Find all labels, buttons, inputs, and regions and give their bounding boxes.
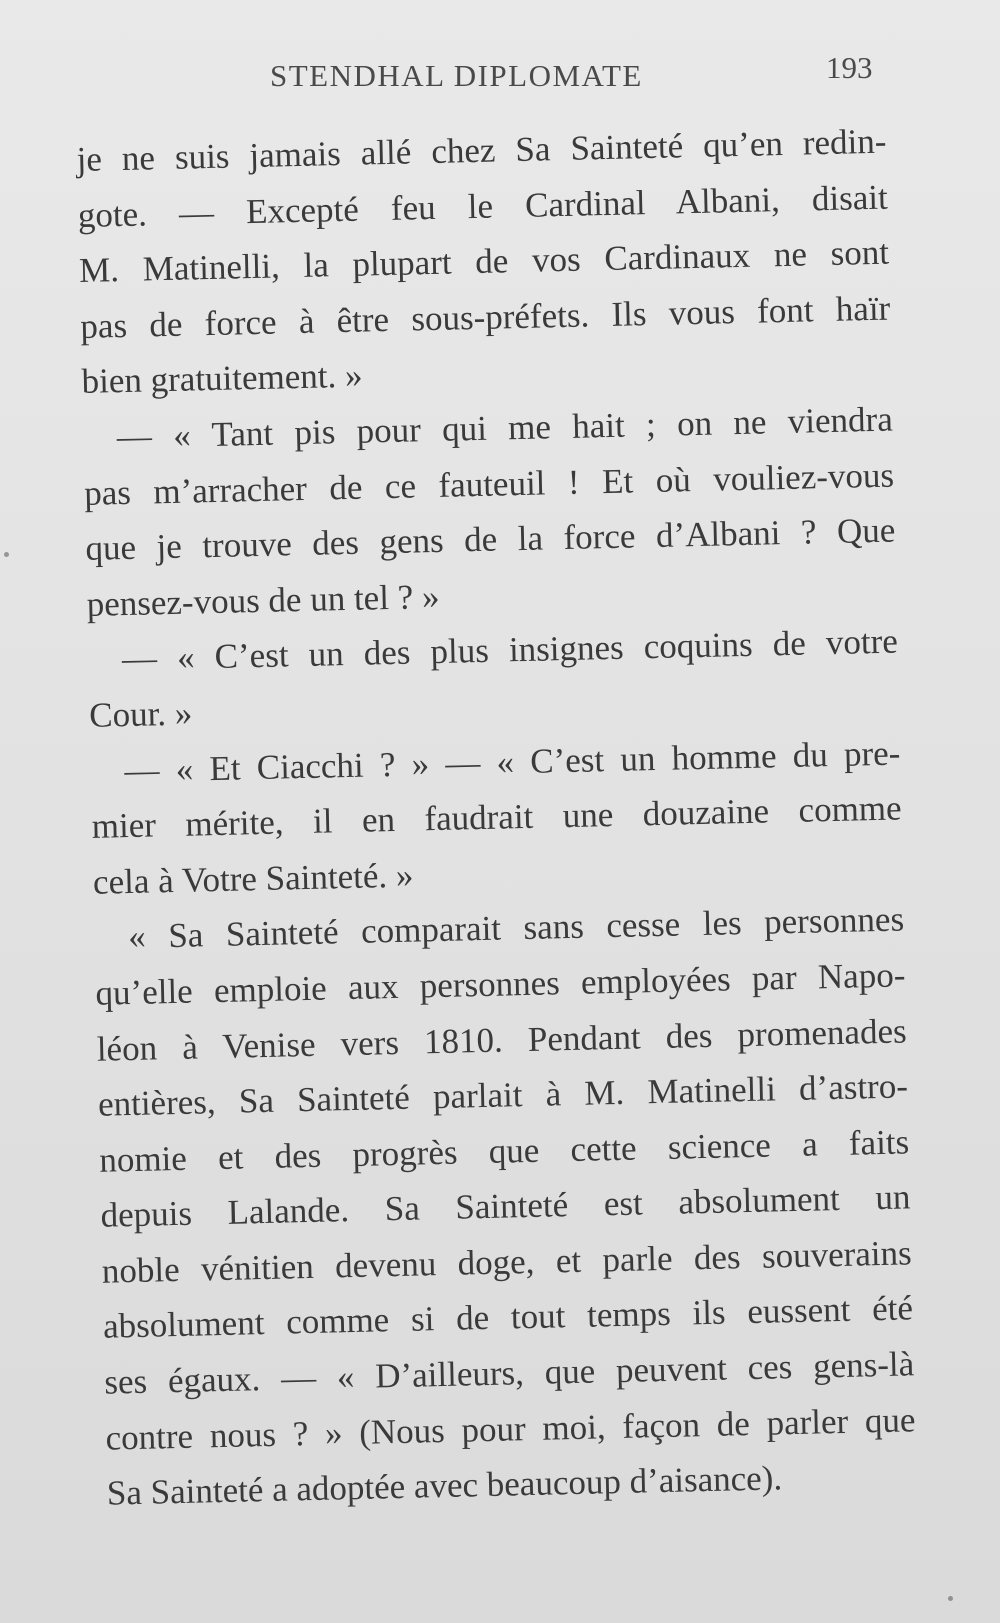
text-line: Cour. » bbox=[88, 693, 193, 735]
page-number: 193 bbox=[826, 50, 873, 85]
text-line: mier mérite, il en faudrait une douzaine comme bbox=[91, 788, 902, 846]
pencil-dot-mark bbox=[948, 1596, 953, 1601]
text-line: pas m’arracher de ce fauteuil ! Et où vouliez-vous bbox=[83, 455, 895, 513]
text-line: léon à Venise vers 1810. Pendant des promenades bbox=[96, 1010, 908, 1069]
text-line: je ne suis jamais allé chez Sa Sainteté qu’en redin- bbox=[76, 121, 887, 179]
body-text bbox=[76, 114, 917, 1522]
text-line: — « Tant pis pour qui me hait ; on ne viendra bbox=[116, 399, 894, 457]
text-line: gote. — Excepté feu le Cardinal Albani, disait bbox=[77, 177, 889, 235]
text-line: « Sa Sainteté comparait sans cesse les personnes bbox=[127, 899, 905, 957]
text-line: entières, Sa Sainteté parlait à M. Matinelli d’astro- bbox=[97, 1066, 909, 1124]
text-line: depuis Lalande. Sa Sainteté est absolument un bbox=[100, 1177, 911, 1235]
text-line: nomie et des progrès que cette science a faits bbox=[98, 1122, 910, 1180]
text-line: ses égaux. — « D’ailleurs, que peuvent ces gens-là bbox=[103, 1344, 915, 1402]
text-line: M. Matinelli, la plupart de vos Cardinaux ne sont bbox=[78, 232, 890, 291]
text-line: pas de force à être sous-préfets. Ils vous font haïr bbox=[79, 288, 891, 346]
text-line: pensez-vous de un tel ? » bbox=[86, 576, 440, 624]
pencil-dot-mark bbox=[4, 552, 9, 557]
text-line: bien gratuitement. » bbox=[81, 355, 363, 402]
text-line: — « Et Ciacchi ? » — « C’est un homme du pre- bbox=[124, 732, 901, 790]
text-line: Sa Sainteté a adoptée avec beaucoup d’aisance). bbox=[106, 1458, 783, 1513]
text-line: cela à Votre Sainteté. » bbox=[92, 855, 414, 902]
text-line: contre nous ? » (Nous pour moi, façon de parler que bbox=[105, 1399, 916, 1458]
running-head-title: STENDHAL DIPLOMATE bbox=[270, 58, 643, 93]
text-line: que je trouve des gens de la force d’Albani ? Que bbox=[85, 510, 896, 569]
text-line: — « C’est un des plus insignes coquins de votre bbox=[121, 621, 899, 679]
text-line: qu’elle emploie aux personnes employées par Napo- bbox=[95, 955, 906, 1013]
text-line: absolument comme si de tout temps ils eussent été bbox=[102, 1288, 914, 1347]
text-line: noble vénitien devenu doge, et parle des souverains bbox=[101, 1233, 913, 1291]
